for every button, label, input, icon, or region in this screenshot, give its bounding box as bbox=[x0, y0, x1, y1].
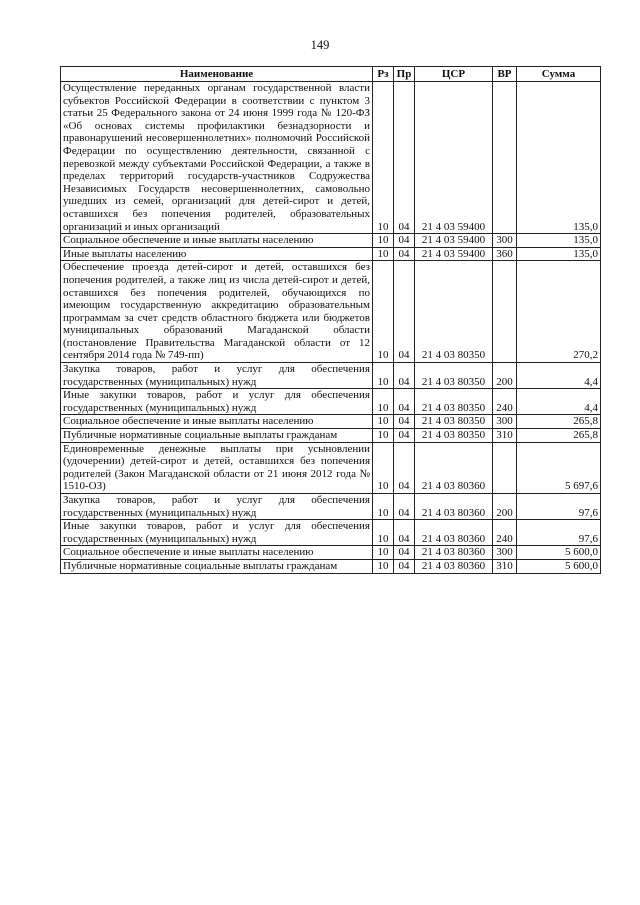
table-row bbox=[61, 520, 601, 546]
cell-vr: 240 bbox=[493, 389, 517, 415]
table-row bbox=[61, 234, 601, 248]
cell-vr: 300 bbox=[493, 415, 517, 429]
cell-pr: 04 bbox=[394, 559, 415, 573]
cell-vr: 300 bbox=[493, 546, 517, 560]
cell-name: Публичные нормативные социальные выплаты гражданам bbox=[61, 559, 373, 573]
cell-rz: 10 bbox=[373, 247, 394, 261]
cell-sum: 265,8 bbox=[517, 429, 601, 443]
cell-pr: 04 bbox=[394, 389, 415, 415]
cell-rz: 10 bbox=[373, 494, 394, 520]
column-header-sum: Сумма bbox=[517, 67, 601, 82]
cell-name: Иные выплаты населению bbox=[61, 247, 373, 261]
cell-sum: 270,2 bbox=[517, 261, 601, 363]
column-header-vr: ВР bbox=[493, 67, 517, 82]
cell-sum: 265,8 bbox=[517, 415, 601, 429]
column-header-rz: Рз bbox=[373, 67, 394, 82]
cell-rz: 10 bbox=[373, 442, 394, 493]
cell-csr: 21 4 03 80360 bbox=[415, 442, 493, 493]
cell-sum: 5 697,6 bbox=[517, 442, 601, 493]
cell-name: Иные закупки товаров, работ и услуг для обеспечения государственных (муниципальных) нужд bbox=[61, 520, 373, 546]
cell-pr: 04 bbox=[394, 247, 415, 261]
cell-vr bbox=[493, 261, 517, 363]
cell-vr: 360 bbox=[493, 247, 517, 261]
column-header-name: Наименование bbox=[61, 67, 373, 82]
cell-pr: 04 bbox=[394, 546, 415, 560]
page-number: 149 bbox=[310, 38, 330, 52]
cell-csr: 21 4 03 59400 bbox=[415, 234, 493, 248]
cell-sum: 135,0 bbox=[517, 247, 601, 261]
cell-pr: 04 bbox=[394, 494, 415, 520]
cell-sum: 5 600,0 bbox=[517, 546, 601, 560]
cell-rz: 10 bbox=[373, 261, 394, 363]
table-row bbox=[61, 389, 601, 415]
cell-rz: 10 bbox=[373, 559, 394, 573]
cell-pr: 04 bbox=[394, 415, 415, 429]
cell-pr: 04 bbox=[394, 520, 415, 546]
cell-name: Осуществление переданных органам государственной власти субъектов Российской Федерации в соответствии с пунктом 3 статьи 25 Федерального закона от 24 июня 1999 года № 120-ФЗ «Об основах системы профилактики безнадзорности и правонарушений несовершеннолетних» полномочий Российской Федерации по осуществлению деятельности, связанной с перевозкой между субъектами Российской Федерации, а также в пределах территорий государств-участников Содружества Независимых Государств несовершеннолетних, самовольно ушедших из семей, организаций для детей-сирот и детей, оставшихся без попечения родителей, образовательных организаций и иных организаций bbox=[61, 82, 373, 234]
cell-name: Социальное обеспечение и иные выплаты населению bbox=[61, 234, 373, 248]
table-row bbox=[61, 442, 601, 493]
cell-pr: 04 bbox=[394, 82, 415, 234]
cell-csr: 21 4 03 80360 bbox=[415, 559, 493, 573]
table-row bbox=[61, 82, 601, 234]
cell-rz: 10 bbox=[373, 82, 394, 234]
cell-csr: 21 4 03 80360 bbox=[415, 546, 493, 560]
cell-vr: 300 bbox=[493, 234, 517, 248]
cell-rz: 10 bbox=[373, 429, 394, 443]
cell-rz: 10 bbox=[373, 415, 394, 429]
cell-rz: 10 bbox=[373, 363, 394, 389]
cell-vr: 310 bbox=[493, 559, 517, 573]
table-row bbox=[61, 363, 601, 389]
table-row bbox=[61, 494, 601, 520]
cell-name: Социальное обеспечение и иные выплаты населению bbox=[61, 415, 373, 429]
cell-rz: 10 bbox=[373, 520, 394, 546]
cell-pr: 04 bbox=[394, 363, 415, 389]
cell-pr: 04 bbox=[394, 261, 415, 363]
column-header-pr: Пр bbox=[394, 67, 415, 82]
cell-vr: 200 bbox=[493, 494, 517, 520]
cell-vr: 240 bbox=[493, 520, 517, 546]
cell-name: Социальное обеспечение и иные выплаты населению bbox=[61, 546, 373, 560]
cell-csr: 21 4 03 80350 bbox=[415, 261, 493, 363]
cell-rz: 10 bbox=[373, 234, 394, 248]
budget-table bbox=[60, 66, 601, 574]
table-row bbox=[61, 415, 601, 429]
cell-csr: 21 4 03 80350 bbox=[415, 415, 493, 429]
table-body bbox=[61, 82, 601, 574]
cell-pr: 04 bbox=[394, 234, 415, 248]
cell-name: Обеспечение проезда детей-сирот и детей, оставшихся без попечения родителей, а также лиц из числа детей-сирот и детей, оставшихся без попечения родителей, обучающихся по имеющим государственную аккредитацию образовательным программам за счет средств областного бюджета или бюджетов муниципальных образований Магаданской области (постановление Правительства Магаданской области от 12 сентября 2014 года № 749-пп) bbox=[61, 261, 373, 363]
cell-csr: 21 4 03 59400 bbox=[415, 247, 493, 261]
table-row bbox=[61, 247, 601, 261]
cell-name: Закупка товаров, работ и услуг для обеспечения государственных (муниципальных) нужд bbox=[61, 363, 373, 389]
cell-vr: 200 bbox=[493, 363, 517, 389]
cell-pr: 04 bbox=[394, 429, 415, 443]
cell-name: Единовременные денежные выплаты при усыновлении (удочерении) детей-сирот и детей, оставшихся без попечения родителей (Закон Магаданской области от 21 июня 2012 года № 1510-ОЗ) bbox=[61, 442, 373, 493]
cell-rz: 10 bbox=[373, 389, 394, 415]
table-row bbox=[61, 261, 601, 363]
cell-vr bbox=[493, 82, 517, 234]
cell-sum: 135,0 bbox=[517, 82, 601, 234]
cell-csr: 21 4 03 80350 bbox=[415, 389, 493, 415]
cell-rz: 10 bbox=[373, 546, 394, 560]
cell-csr: 21 4 03 59400 bbox=[415, 82, 493, 234]
table-row bbox=[61, 546, 601, 560]
cell-sum: 135,0 bbox=[517, 234, 601, 248]
cell-name: Публичные нормативные социальные выплаты гражданам bbox=[61, 429, 373, 443]
cell-name: Закупка товаров, работ и услуг для обеспечения государственных (муниципальных) нужд bbox=[61, 494, 373, 520]
cell-sum: 97,6 bbox=[517, 494, 601, 520]
cell-name: Иные закупки товаров, работ и услуг для обеспечения государственных (муниципальных) нужд bbox=[61, 389, 373, 415]
table-row bbox=[61, 429, 601, 443]
cell-pr: 04 bbox=[394, 442, 415, 493]
cell-sum: 4,4 bbox=[517, 363, 601, 389]
cell-csr: 21 4 03 80350 bbox=[415, 363, 493, 389]
cell-csr: 21 4 03 80360 bbox=[415, 494, 493, 520]
cell-vr: 310 bbox=[493, 429, 517, 443]
cell-csr: 21 4 03 80360 bbox=[415, 520, 493, 546]
cell-sum: 5 600,0 bbox=[517, 559, 601, 573]
cell-vr bbox=[493, 442, 517, 493]
cell-csr: 21 4 03 80350 bbox=[415, 429, 493, 443]
cell-sum: 97,6 bbox=[517, 520, 601, 546]
table-header-row bbox=[61, 67, 601, 82]
cell-sum: 4,4 bbox=[517, 389, 601, 415]
table-row bbox=[61, 559, 601, 573]
column-header-csr: ЦСР bbox=[415, 67, 493, 82]
